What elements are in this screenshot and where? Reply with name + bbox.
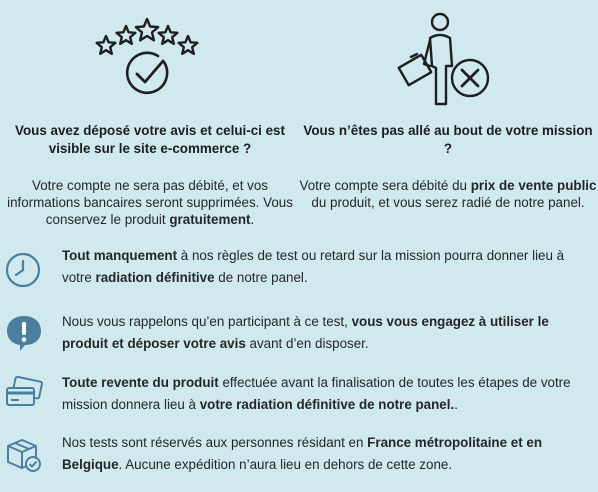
right-card-body: Votre compte sera débité du prix de vente public du produit, et vous serez radié de notre panel. (299, 178, 597, 210)
rule-text: Nous vous rappelons qu’en participant à ce test, vous vous engagez à utiliser le produit et déposer votre avis avant d’en disposer. (62, 314, 549, 351)
rule-item (0, 311, 598, 371)
speech-bubble-exclamation-icon (4, 313, 44, 358)
clock-icon (4, 251, 42, 294)
person-briefcase-cross-icon (394, 8, 504, 108)
rule-text: Tout manquement à nos règles de test ou retard sur la mission pourra donner lieu à votre radiation définitive de notre panel. (62, 248, 565, 285)
rule-text: Toute revente du produit effectuée avant la finalisation de toutes les étapes de votre mission donnera lieu à votre radiation définitive de notre panel.. (62, 375, 571, 412)
left-card-body: Votre compte ne sera pas débité, et vos informations bancaires seront supprimées. Vous conservez le produit gratuitement. (7, 178, 293, 227)
five-stars-check-icon (94, 14, 200, 100)
shipping-box-check-icon (4, 434, 44, 479)
rule-item (0, 245, 598, 305)
right-card-title: Vous n’êtes pas allé au bout de votre mission ? (303, 123, 593, 156)
credit-cards-icon (4, 376, 44, 417)
rule-item (0, 432, 598, 492)
left-card-title: Vous avez déposé votre avis et celui-ci est visible sur le site e-commerce ? (15, 123, 285, 156)
rule-item (0, 372, 598, 432)
rule-text: Nos tests sont réservés aux personnes résidant en France métropolitaine et en Belgique. Aucune expédition n’aura lieu en dehors de cette zone. (62, 435, 543, 472)
